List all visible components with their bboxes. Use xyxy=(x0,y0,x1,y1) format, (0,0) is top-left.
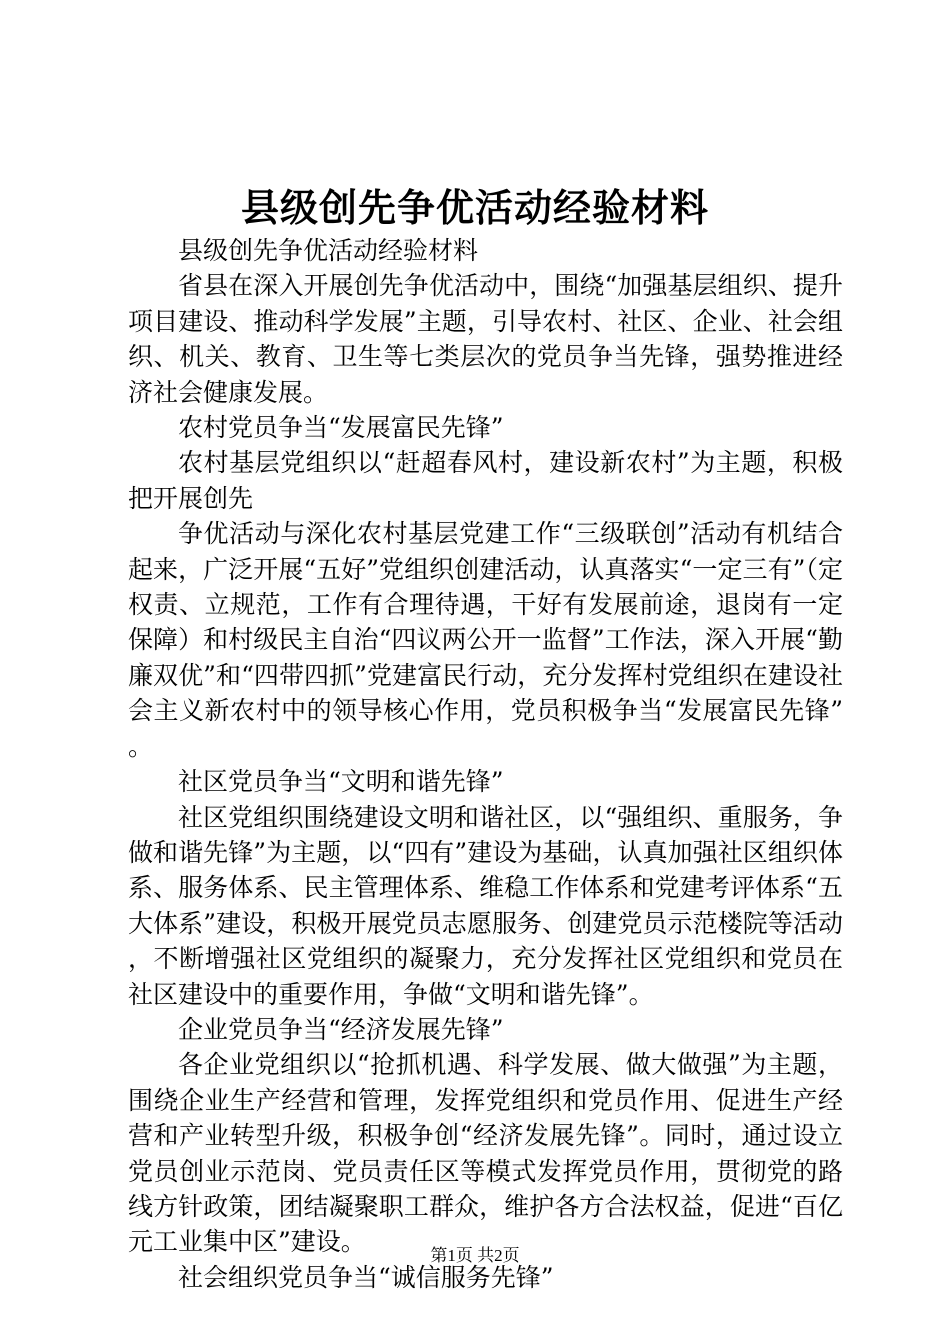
paragraph-intro: 省县在深入开展创先争优活动中，围绕“加强基层组织、提升项目建设、推动科学发展”主题，引导农村、社区、企业、社会组织、机关、教育、卫生等七类层次的党员争当先锋，强势推进经济社会健康发展。 xyxy=(128,271,843,407)
page-indicator: 第1页 共2页 xyxy=(430,1246,520,1265)
paragraph-community: 社区党组织围绕建设文明和谐社区，以“强组织、重服务，争做和谐先锋”为主题，以“四有”建设为基础，认真加强社区组织体系、服务体系、民主管理体系、维稳工作体系和党建考评体系“五大体系”建设，积极开展党员志愿服务、创建党员示范楼院等活动，不断增强社区党组织的凝聚力，充分发挥社区党组织和党员在社区建设中的重要作用，争做“文明和谐先锋”。 xyxy=(128,802,843,1009)
document-title: 县级创先争优活动经验材料 xyxy=(240,185,709,230)
section-heading-enterprise: 企业党员争当“经济发展先锋” xyxy=(178,1014,504,1044)
section-heading-community: 社区党员争当“文明和谐先锋” xyxy=(178,767,504,797)
section-heading-rural: 农村党员争当“发展富民先锋” xyxy=(178,413,504,443)
section-heading-social-org: 社会组织党员争当“诚信服务先锋” xyxy=(178,1262,554,1292)
paragraph-rural-2: 争优活动与深化农村基层党建工作“三级联创”活动有机结合起来，广泛开展“五好”党组织创建活动，认真落实“一定三有”（定权责、立规范，工作有合理待遇，干好有发展前途，退岗有一定保障）和村级民主自治“四议两公开一监督”工作法，深入开展“勤廉双优”和“四带四抓”党建富民行动，充分发挥村党组织在建设社会主义新农村中的领导核心作用，党员积极争当“发展富民先锋”。 xyxy=(128,519,843,761)
document-body xyxy=(128,233,843,1295)
paragraph-subtitle: 县级创先争优活动经验材料 xyxy=(178,236,479,265)
paragraph-rural-1: 农村基层党组织以“赶超春风村，建设新农村”为主题，积极把开展创先 xyxy=(128,448,843,513)
paragraph-enterprise: 各企业党组织以“抢抓机遇、科学发展、做大做强”为主题，围绕企业生产经营和管理，发挥党组织和党员作用、促进生产经营和产业转型升级，积极争创“经济发展先锋”。同时，通过设立党员创业示范岗、党员责任区等模式发挥党员作用，贯彻党的路线方针政策，团结凝聚职工群众，维护各方合法权益，促进“百亿元工业集中区”建设。 xyxy=(128,1050,843,1257)
